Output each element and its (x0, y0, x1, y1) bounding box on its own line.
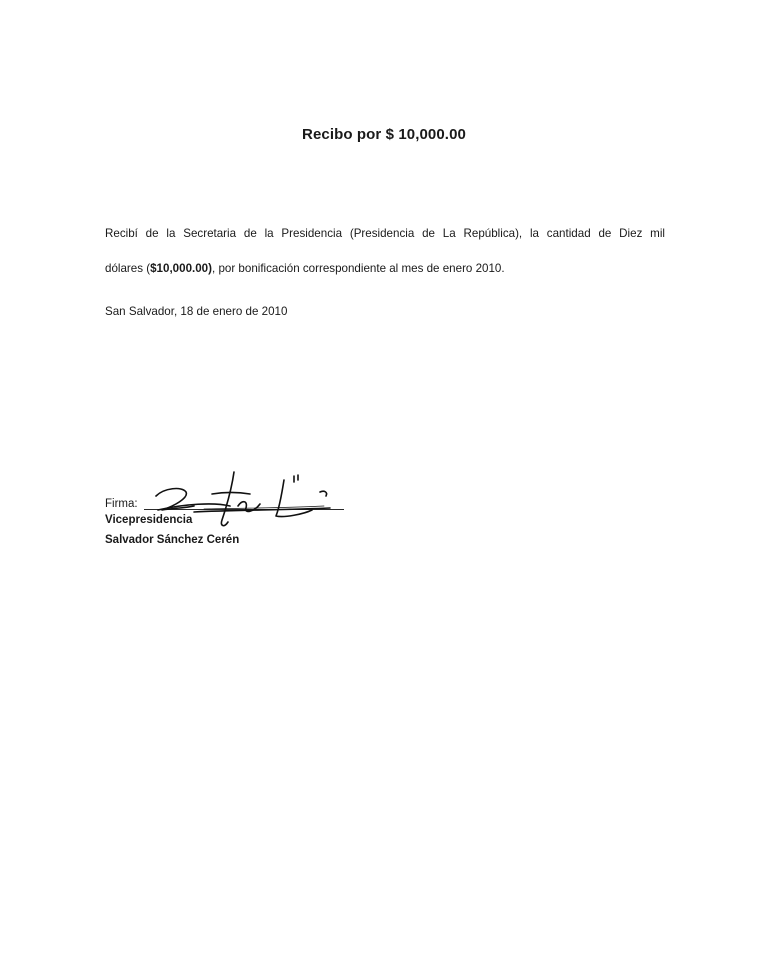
paragraph2-amount: $10,000.00) (150, 262, 212, 275)
signatory-name: Salvador Sánchez Cerén (105, 534, 240, 546)
place-date: San Salvador, 18 de enero de 2010 (105, 305, 288, 318)
receipt-paragraph-line1: Recibí de la Secretaria de la Presidencia (Presidencia de La República), la cantidad de Diez mil (105, 227, 665, 240)
signature-label: Firma: (105, 498, 138, 510)
signatory-role: Vicepresidencia (105, 514, 193, 526)
paragraph2-prefix: dólares ( (105, 262, 151, 275)
signature-block (104, 462, 364, 562)
paragraph2-suffix: , por bonificación correspondiente al mes de enero 2010. (212, 262, 505, 275)
receipt-title: Recibo por $ 10,000.00 (302, 126, 466, 143)
receipt-paragraph-line2 (105, 262, 665, 276)
